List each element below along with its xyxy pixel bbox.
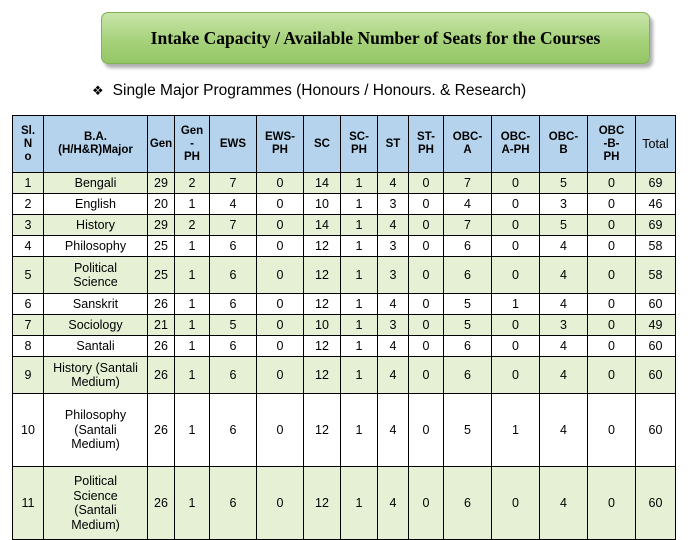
cell-course: Santali [44,336,148,357]
cell-value: 4 [540,294,588,315]
cell-value: 4 [378,336,409,357]
cell-slno: 7 [13,315,44,336]
cell-value: 60 [636,336,676,357]
table-row [13,336,676,357]
table-row [13,257,676,294]
cell-value: 3 [378,257,409,294]
cell-slno: 8 [13,336,44,357]
cell-value: 1 [341,194,378,215]
header-course: B.A. (H/H&R)Major [44,116,148,173]
cell-course: Sociology [44,315,148,336]
cell-value: 0 [492,173,540,194]
cell-course: Political Science (Santali Medium) [44,467,148,540]
cell-value: 6 [210,336,257,357]
cell-value: 5 [540,215,588,236]
header-slno: Sl. N o [13,116,44,173]
cell-course: Political Science [44,257,148,294]
header-sc-ph: SC- PH [341,116,378,173]
cell-value: 3 [378,236,409,257]
banner-title: Intake Capacity / Available Number of Seats for the Courses [150,27,601,48]
cell-value: 0 [257,394,304,467]
cell-value: 5 [444,315,492,336]
cell-value: 58 [636,236,676,257]
cell-slno: 11 [13,467,44,540]
cell-value: 3 [378,194,409,215]
table-row [13,294,676,315]
cell-value: 12 [304,467,341,540]
cell-value: 26 [148,294,175,315]
cell-value: 5 [210,315,257,336]
table-row [13,194,676,215]
cell-value: 1 [341,215,378,236]
cell-value: 14 [304,173,341,194]
cell-value: 10 [304,315,341,336]
cell-value: 1 [341,294,378,315]
cell-value: 1 [175,394,210,467]
table-row [13,357,676,394]
table-row [13,173,676,194]
cell-value: 6 [444,336,492,357]
cell-value: 0 [257,467,304,540]
cell-value: 0 [492,257,540,294]
cell-value: 29 [148,215,175,236]
cell-value: 0 [588,294,636,315]
cell-value: 26 [148,467,175,540]
cell-value: 1 [175,194,210,215]
cell-value: 0 [257,257,304,294]
cell-value: 7 [444,215,492,236]
cell-slno: 9 [13,357,44,394]
cell-course: Philosophy (Santali Medium) [44,394,148,467]
cell-value: 0 [409,194,444,215]
cell-value: 0 [257,357,304,394]
cell-value: 1 [175,467,210,540]
cell-value: 1 [341,173,378,194]
cell-value: 26 [148,357,175,394]
cell-value: 0 [257,294,304,315]
cell-value: 7 [444,173,492,194]
cell-value: 0 [409,357,444,394]
cell-value: 12 [304,257,341,294]
cell-value: 5 [444,294,492,315]
cell-value: 5 [444,394,492,467]
cell-value: 1 [175,315,210,336]
cell-value: 4 [210,194,257,215]
cell-course: History [44,215,148,236]
cell-value: 1 [492,394,540,467]
cell-value: 4 [378,467,409,540]
cell-value: 1 [341,336,378,357]
cell-value: 4 [540,336,588,357]
cell-value: 2 [175,173,210,194]
cell-value: 6 [444,467,492,540]
cell-value: 0 [492,357,540,394]
cell-value: 0 [588,194,636,215]
cell-value: 1 [341,467,378,540]
cell-value: 0 [257,236,304,257]
cell-value: 60 [636,467,676,540]
cell-slno: 3 [13,215,44,236]
header-obc-b: OBC- B [540,116,588,173]
header-st-ph: ST- PH [409,116,444,173]
cell-value: 1 [175,257,210,294]
cell-value: 49 [636,315,676,336]
cell-slno: 10 [13,394,44,467]
header-ews: EWS [210,116,257,173]
cell-value: 0 [492,336,540,357]
diamond-bullet-icon: ❖ [92,83,104,98]
cell-value: 4 [444,194,492,215]
cell-value: 1 [175,236,210,257]
cell-course: History (Santali Medium) [44,357,148,394]
cell-value: 0 [588,467,636,540]
cell-value: 0 [257,336,304,357]
cell-value: 1 [341,394,378,467]
cell-value: 0 [588,336,636,357]
table-body [13,173,676,540]
cell-value: 0 [257,215,304,236]
cell-value: 1 [341,357,378,394]
cell-value: 1 [175,336,210,357]
cell-value: 10 [304,194,341,215]
cell-value: 3 [540,194,588,215]
cell-value: 4 [540,467,588,540]
cell-value: 0 [409,336,444,357]
cell-value: 1 [341,236,378,257]
cell-value: 1 [492,294,540,315]
cell-value: 0 [588,215,636,236]
cell-value: 5 [540,173,588,194]
cell-value: 0 [409,294,444,315]
cell-value: 0 [409,315,444,336]
header-total: Total [636,116,676,173]
cell-value: 6 [210,257,257,294]
table-row [13,236,676,257]
table-row [13,215,676,236]
cell-value: 0 [492,194,540,215]
cell-course: Sanskrit [44,294,148,315]
cell-value: 1 [175,357,210,394]
cell-value: 0 [409,215,444,236]
cell-value: 6 [210,294,257,315]
cell-value: 0 [588,257,636,294]
header-gen-ph: Gen - PH [175,116,210,173]
cell-value: 69 [636,215,676,236]
cell-value: 12 [304,294,341,315]
cell-value: 6 [444,357,492,394]
cell-course: English [44,194,148,215]
section-title: Single Major Programmes (Honours / Honours. & Research) [112,82,527,99]
cell-value: 29 [148,173,175,194]
cell-value: 20 [148,194,175,215]
cell-value: 4 [540,357,588,394]
cell-value: 25 [148,236,175,257]
header-obc-a: OBC- A [444,116,492,173]
cell-value: 6 [210,467,257,540]
cell-value: 2 [175,215,210,236]
section-heading [92,82,526,100]
cell-value: 6 [444,236,492,257]
cell-value: 4 [378,357,409,394]
cell-course: Philosophy [44,236,148,257]
cell-value: 0 [257,194,304,215]
cell-value: 0 [588,315,636,336]
cell-value: 1 [341,315,378,336]
header-row [13,116,676,173]
cell-value: 46 [636,194,676,215]
cell-value: 0 [492,215,540,236]
table-row [13,394,676,467]
cell-value: 60 [636,357,676,394]
cell-value: 1 [341,257,378,294]
cell-value: 26 [148,394,175,467]
header-obc-a-ph: OBC- A-PH [492,116,540,173]
cell-value: 4 [540,236,588,257]
cell-value: 0 [409,467,444,540]
cell-value: 4 [378,294,409,315]
cell-value: 0 [409,173,444,194]
header-sc: SC [304,116,341,173]
cell-slno: 2 [13,194,44,215]
cell-value: 0 [409,394,444,467]
seats-table [12,115,676,540]
cell-slno: 4 [13,236,44,257]
cell-value: 6 [210,236,257,257]
cell-value: 6 [444,257,492,294]
cell-value: 58 [636,257,676,294]
cell-course: Bengali [44,173,148,194]
cell-value: 0 [409,257,444,294]
header-st: ST [378,116,409,173]
cell-value: 60 [636,394,676,467]
cell-value: 14 [304,215,341,236]
cell-value: 4 [378,173,409,194]
cell-value: 0 [588,394,636,467]
header-obc-b-ph: OBC -B- PH [588,116,636,173]
cell-value: 4 [540,394,588,467]
cell-value: 0 [409,236,444,257]
cell-value: 0 [257,173,304,194]
cell-slno: 1 [13,173,44,194]
table-row [13,315,676,336]
cell-value: 0 [588,173,636,194]
cell-value: 4 [540,257,588,294]
cell-value: 12 [304,336,341,357]
cell-value: 3 [540,315,588,336]
cell-value: 0 [492,236,540,257]
cell-value: 7 [210,215,257,236]
cell-value: 26 [148,336,175,357]
header-gen: Gen [148,116,175,173]
title-banner [101,12,650,64]
cell-slno: 5 [13,257,44,294]
cell-value: 21 [148,315,175,336]
cell-value: 0 [257,315,304,336]
cell-value: 0 [492,315,540,336]
cell-value: 7 [210,173,257,194]
cell-value: 69 [636,173,676,194]
cell-value: 4 [378,215,409,236]
cell-value: 25 [148,257,175,294]
cell-value: 6 [210,394,257,467]
cell-value: 0 [588,236,636,257]
cell-value: 4 [378,394,409,467]
cell-value: 12 [304,394,341,467]
cell-value: 6 [210,357,257,394]
cell-value: 3 [378,315,409,336]
cell-value: 0 [492,467,540,540]
header-ews-ph: EWS- PH [257,116,304,173]
cell-value: 12 [304,236,341,257]
cell-value: 12 [304,357,341,394]
cell-value: 1 [175,294,210,315]
table-row [13,467,676,540]
cell-value: 60 [636,294,676,315]
cell-value: 0 [588,357,636,394]
cell-slno: 6 [13,294,44,315]
